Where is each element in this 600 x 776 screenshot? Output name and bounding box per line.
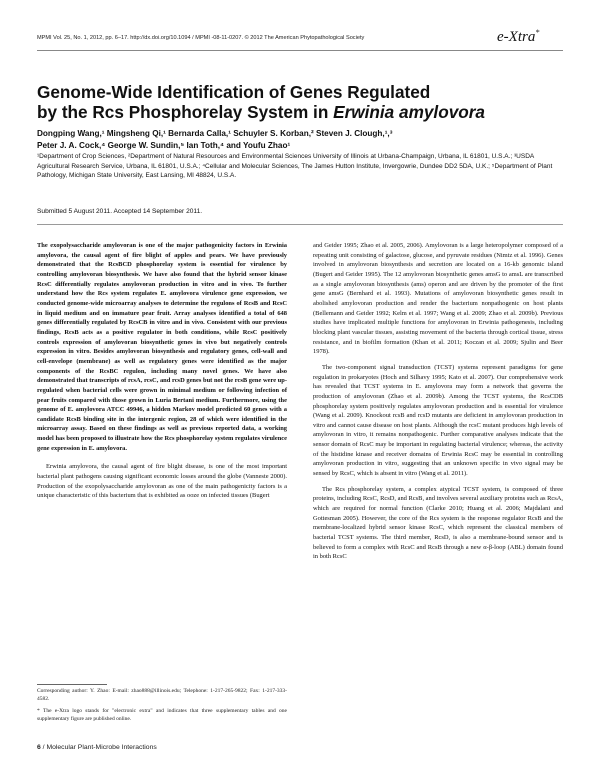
abstract-text: The exopolysaccharide amylovoran is one of the major pathogenicity factors in Erwinia amylovora, the causal agent of fire blight of apples and pears. We have previously demonstrated that the RcsBCD phosphorelay system is essential for virulence by controlling amylovoran biosynthesis. We have also found that the hybrid sensor kinase RcsC differentially regulates amylovoran production in vitro and in vivo. To further understand how the Rcs system regulates E. amylovora virulence gene expression, we conducted genome-wide microarray analyses to determine the regulons of RcsB and RcsC in liquid medium and on immature pear fruit. Array analyses identified a total of 648 genes differentially regulated by RcsCB in vitro and in vivo. Consistent with our previous findings, RcsB acts as a positive regulator in both conditions, while RcsC positively controls expression of amylovoran biosynthetic genes in vivo but negatively controls expression in vitro. Besides amylovoran biosynthesis and regulatory genes, cell-wall and cell-envelope (membrane) as well as regulatory genes were identified as the major components of the RcsBC regulon, including many novel genes. We have also demonstrated that transcripts of rcsA, rcsC, and rcsD genes but not the rcsB gene were up-regulated when bacterial cells were grown in minimal medium or following infection of pear fruits compared with those grown in Luria Bertani medium. Furthermore, using the genome of E. amylovora ATCC 49946, a hidden Markov model predicted 60 genes with a candidate RcsB binding site in the intergenic region, 28 of which were identified in the microarray assay. Based on these findings as well as previous reported data, a working model has been proposed to illustrate how the Rcs phosphorelay system regulates virulence gene expression in E. amylovora. [37,242,287,452]
e-xtra-logo-mark: * [535,28,540,37]
folio-journal: / Molecular Plant-Microbe Interactions [40,744,157,751]
title-line-1: Genome-Wide Identification of Genes Regulated [37,81,431,102]
submission-dates: Submitted 5 August 2011. Accepted 14 September 2011. [37,208,203,215]
body-paragraph-1: and Geider 1995; Zhao et al. 2005, 2006). Amylovoran is a large heteropolymer composed of a repeating unit consisting of galactose, glucose, and pyruvate residues (Nimtz et al. 1996). Genes involved in amylovoran biosynthesis and secretion are located on a 16-kb genomic island (Bugert and Geider 1995). The 12 amylovoran biosynthetic genes amsG to amsL are transcribed as a single amylovoran biosynthesis (ams) operon and are driven by the promoter of the first gene amsG (Bernhard et al. 1993). Mutations of amylovoran biosynthetic genes result in abolished amylovoran production and render the bacterium nonpathogenic on host plants (Bellemann and Geider 1992; Kelm et al. 1997; Wang et al. 2009; Zhao et al. 2009b). Previous studies have implicated multiple functions for amylovoran in Erwinia pathogenesis, including blocking plant vascular tissues, assisting movement of the bacteria through cortical tissue, stress resistance, and in biofilm formation (Khan et al. 2011; Koczan et al. 2009; Sjulin and Beer 1978). [313,242,563,356]
page-number: 6 [37,744,41,751]
e-xtra-logo-text: e-Xtra [497,29,536,45]
header-divider [37,50,563,51]
e-xtra-note: * The e-Xtra logo stands for "electronic extra" and indicates that three supplementary tables and one supplementary figure are published online. [37,708,287,722]
body-paragraph-2: The two-component signal transduction (TCST) systems represent paradigms for gene regulation in prokaryotes (Hoch and Silhavy 1995; Kato et al. 2007). Our comprehensive work has revealed that TCST systems in E. amylovora may form a network that governs the production of amylovoran (Zhao et al. 2009b). Among the TCST systems, the RcsCDB phosphorelay system positively regulates amylovoran production and is essential for virulence (Wang et al. 2009). Knockout rcsB and rcsD mutants are deficient in amylovoran production in vitro and cannot cause disease on host plants. Although the rcsC mutant produces high levels of amylovoran in vitro, it remains nonpathogenic. Further comparative analyses indicate that the sensor domain of RcsC may be important in regulating bacterial virulence; whereas, the activity of the histidine kinase and receiver domains of Erwinia RcsC may be essential in controlling amylovoran production in vitro, suggesting that an unknown specific in vivo signal may be sensed by RcsC, which is absent in vitro (Wang et al. 2011). [313,363,563,478]
article-title [37,82,557,122]
footnote-divider [37,684,107,685]
left-column [37,241,287,501]
corresponding-author-note: Corresponding author: Y. Zhao: E-mail: zhao888@illinois.edu; Telephone: 1-217-265-9822; Fax: 1-217-333-4582. [37,688,287,702]
author-list [37,128,563,152]
journal-citation-line: MPMI Vol. 25, No. 1, 2012, pp. 6–17. http://dx.doi.org/10.1094 / MPMI -08-11-0207. © 2012 The American Phytopathological Society [37,35,365,41]
title-species: Erwinia amylovora [333,101,485,122]
body-paragraph-3: The Rcs phosphorelay system, a complex atypical TCST system, is composed of three proteins, including RcsC, RcsD, and RcsB, and involves several auxiliary proteins such as RcsA, which are required for normal function (Clarke 2010; Huang et al. 2006; Majdalani and Gottesman 2005). However, the core of the Rcs system is the response regulator RcsB and the membrane-localized hybrid sensor kinase RcsC, which represent the classical members of bacterial TCST systems. The third member, RcsD, is also a membrane-bound sensor and is believed to form a complex with RcsC and RcsB through a new α-β-loop (ABL) domain found in both RcsC [313,485,563,561]
abstract-divider [37,224,563,225]
right-column [313,241,563,562]
author-line-2: Peter J. A. Cock,⁴ George W. Sundin,⁵ Ian Toth,⁴ and Youfu Zhao¹ [37,141,291,150]
title-line-2 [37,102,557,122]
affiliations: ¹Department of Crop Sciences, ²Department of Natural Resources and Environmental Sciences University of Illinois at Urbana-Champaign, Urbana, IL 61801, U.S.A.; ³USDA Agricultural Research Service, Urbana, IL 61801, U.S.A.; ⁴Cellular and Molecular Sciences, The James Hutton Institute, Invergowrie, Dundee DD2 5DA, U.K.; ⁵Department of Plant Pathology, Michigan State University, East Lansing, MI 48824, U.S.A. [37,153,553,180]
e-xtra-logo [497,28,539,46]
author-line-1: Dongping Wang,¹ Mingsheng Qi,¹ Bernarda Calla,¹ Schuyler S. Korban,² Steven J. Clough,¹,³ [37,129,393,138]
page-folio [37,744,157,751]
title-line-2-prefix: by the Rcs Phosphorelay System in [37,101,334,122]
intro-paragraph-left: Erwinia amylovora, the causal agent of fire blight disease, is one of the most important bacterial plant pathogens causing significant economic losses around the globe (Vanneste 2000). Production of the exopolysaccharide amylovoran as one of the main pathogenicity factors is a unique characteristic of this bacterium that is exhibited as ooze on infected tissues (Bugert [37,463,287,500]
footnotes [37,687,287,727]
